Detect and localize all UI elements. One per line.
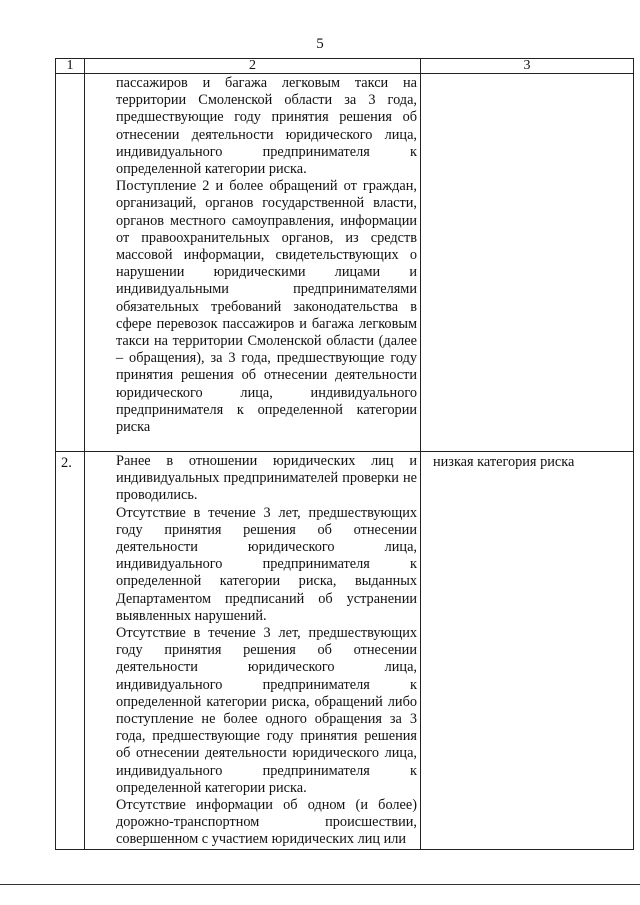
page-number: 5 [316,36,324,52]
criteria-paragraph: Ранее в отношении юридических лиц и индивидуальных предпринимателей проверки не проводились. [116,453,417,504]
table-row [56,452,634,850]
criteria-paragraph: Отсутствие информации об одном (и более) дорожно-транспортном происшествии, совершенном с участием юридических лиц или [116,797,417,848]
table-row [56,74,634,452]
column-header-1: 1 [56,59,85,74]
row-number: 2. [56,452,85,850]
column-header-3: 3 [421,59,634,74]
column-header-2: 2 [85,59,421,74]
criteria-cell [85,452,421,850]
row-number [56,74,85,452]
scan-bottom-edge [0,884,640,885]
table-header-row [56,59,634,74]
risk-category-table [55,58,634,850]
criteria-paragraph: Отсутствие в течение 3 лет, предшествующих году принятия решения об отнесении деятельности юридического лица, индивидуального предпринимателя к определенной категории риска, выданных Департаментом предписаний об устранении выявленных нарушений. [116,504,417,624]
criteria-paragraph: Отсутствие в течение 3 лет, предшествующих году принятия решения об отнесении деятельности юридического лица, индивидуального предпринимателя к определенной категории риска, обращений либо поступление не более одного обращения за 3 года, предшествующие году принятия решения об отнесении деятельности юридического лица, индивидуального предпринимателя к определенной категории риска. [116,625,417,796]
criteria-cell [85,74,421,452]
criteria-paragraph: пассажиров и багажа легковым такси на территории Смоленской области за 3 года, предшествующие году принятия решения об отнесении деятельности юридического лица, индивидуального предпринимателя к определенной категории риска. [116,75,417,178]
criteria-paragraph: Поступление 2 и более обращений от граждан, организаций, органов государственной власти, органов местного самоуправления, информации от правоохранительных органов, из средств массовой информации, свидетельствующих о нарушении юридическими лицами и индивидуальными предпринимателями обязательных требований законодательства в сфере перевозок пассажиров и багажа легковым такси на территории Смоленской области (далее – обращения), за 3 года, предшествующие году принятия решения об отнесении деятельности юридического лица, индивидуального предпринимателя к определенной категории риска [116,178,417,436]
risk-category-cell: низкая категория риска [421,452,634,850]
risk-category-cell [421,74,634,452]
